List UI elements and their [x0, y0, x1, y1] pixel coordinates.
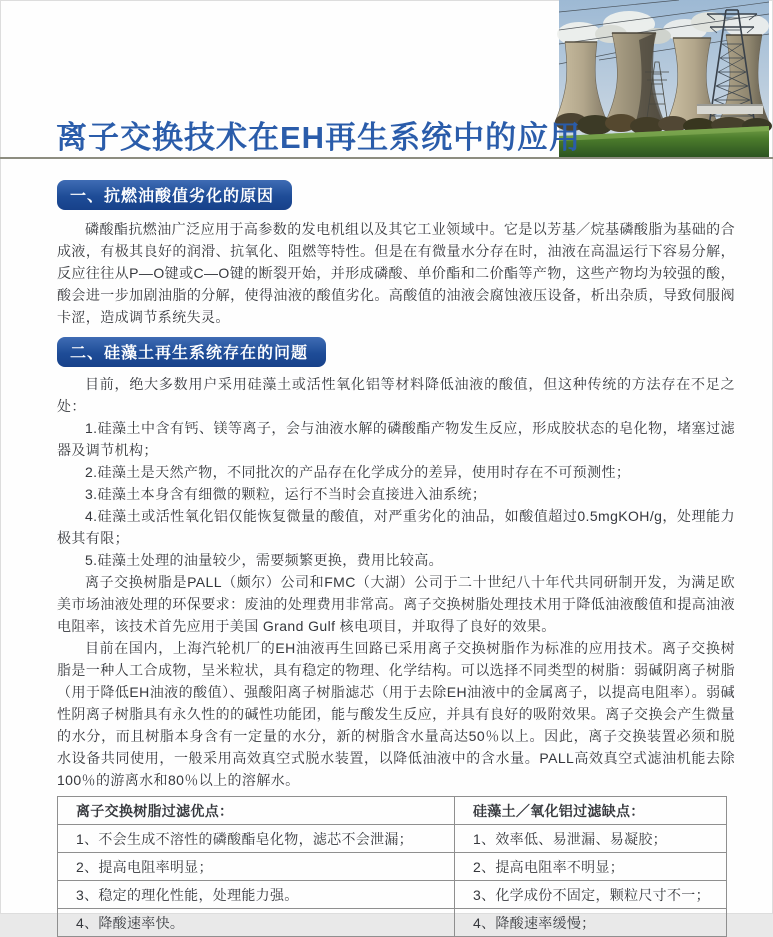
list-item: 4.硅藻土或活性氧化铝仅能恢复微量的酸值，对严重劣化的油品，如酸值超过0.5mgKOH/g，处理能力极其有限； — [57, 508, 735, 546]
table-row — [58, 881, 727, 909]
section-1-heading: 一、抗燃油酸值劣化的原因 — [57, 180, 292, 210]
table-cell: 2、提高电阻率明显； — [58, 853, 455, 881]
section-1-body — [57, 218, 735, 328]
section-2-body — [57, 373, 735, 791]
table-cell: 3、化学成份不固定，颗粒尺寸不一； — [455, 881, 727, 909]
table-header-advantages: 离子交换树脂过滤优点： — [58, 797, 455, 825]
table-header-row — [58, 797, 727, 825]
table-cell: 1、不会生成不溶性的磷酸酯皂化物，滤芯不会泄漏； — [58, 825, 455, 853]
section-2-header-row — [57, 337, 735, 367]
table-cell: 4、降酸速率快。 — [58, 909, 455, 937]
table-cell: 3、稳定的理化性能，处理能力强。 — [58, 881, 455, 909]
table-row — [58, 825, 727, 853]
list-item: 1.硅藻土中含有钙、镁等离子，会与油液水解的磷酸酯产物发生反应，形成胶状态的皂化物，堵塞过滤器及调节机构； — [57, 420, 735, 458]
table-cell: 4、降酸速率缓慢； — [455, 909, 727, 937]
section-2-heading: 二、硅藻土再生系统存在的问题 — [57, 337, 326, 367]
list-item: 2.硅藻土是天然产物，不同批次的产品存在化学成分的差异，使用时存在不可预测性； — [85, 464, 631, 480]
title-divider — [0, 157, 773, 159]
paragraph: 磷酸酯抗燃油广泛应用于高参数的发电机组以及其它工业领域中。它是以芳基／烷基磷酸脂为基础的合成液，有极其良好的润滑、抗氧化、阻燃等特性。但是在有微量水分存在时，油液在高温运行下容易分解，反应往往从P—O键或C—O键的断裂开始，并形成磷酸、单价酯和二价酯等产物，这些产物均为较强的酸，酸会进一步加剧油脂的分解，使得油液的酸值劣化。高酸值的油液会腐蚀液压设备，析出杂质，导致伺服阀卡涩，造成调节系统失灵。 — [57, 221, 735, 325]
cooling-towers-image — [559, 0, 769, 157]
page-title: 离子交换技术在EH再生系统中的应用 — [56, 120, 582, 155]
paragraph: 目前，绝大多数用户采用硅藻土或活性氧化铝等材料降低油液的酸值，但这种传统的方法存在不足之处： — [57, 376, 735, 414]
table-row — [58, 853, 727, 881]
content-area — [57, 170, 735, 937]
table-cell: 1、效率低、易泄漏、易凝胶； — [455, 825, 727, 853]
table-header-disadvantages: 硅藻土／氧化铝过滤缺点： — [455, 797, 727, 825]
section-1-header-row — [57, 180, 735, 210]
list-item: 5.硅藻土处理的油量较少，需要频繁更换，费用比较高。 — [85, 552, 444, 568]
building-strip — [697, 104, 763, 114]
paragraph: 目前在国内，上海汽轮机厂的EH油液再生回路已采用离子交换树脂作为标准的应用技术。离子交换树脂是一种人工合成物，呈米粒状，具有稳定的物理、化学结构。可以选择不同类型的树脂：弱碱阴离子树脂（用于降低EH油液的酸值）、强酸阳离子树脂滤芯（用于去除EH油液中的金属离子，以提高电阻率）。弱碱性阴离子树脂具有永久性的的碱性功能团，能与酸发生反应，并具有良好的吸附效果。离子交换会产生微量的水分，而且树脂本身含有一定量的水分，新的树脂含水量高达50％以上。因此，离子交换装置必须和脱水设备共同使用，一般采用高效真空式脱水装置，以降低油液中的含水量。PALL高效真空式滤油机能去除100％的游离水和80％以上的溶解水。 — [57, 640, 735, 788]
paragraph: 离子交换树脂是PALL（颇尔）公司和FMC（大湖）公司于二十世纪八十年代共同研制开发，为满足欧美市场油液处理的环保要求：废油的处理费用非常高。离子交换树脂处理技术用于降低油液酸值和提高油液电阻率，该技术首先应用于美国 Grand Gulf 核电项目，并取得了良好的效果。 — [57, 574, 735, 634]
power-plant-photo — [559, 0, 769, 157]
table-cell: 2、提高电阻率不明显； — [455, 853, 727, 881]
comparison-table — [57, 796, 727, 937]
table-row — [58, 909, 727, 937]
list-item: 3.硅藻土本身含有细微的颗粒，运行不当时会直接进入油系统； — [85, 486, 487, 502]
